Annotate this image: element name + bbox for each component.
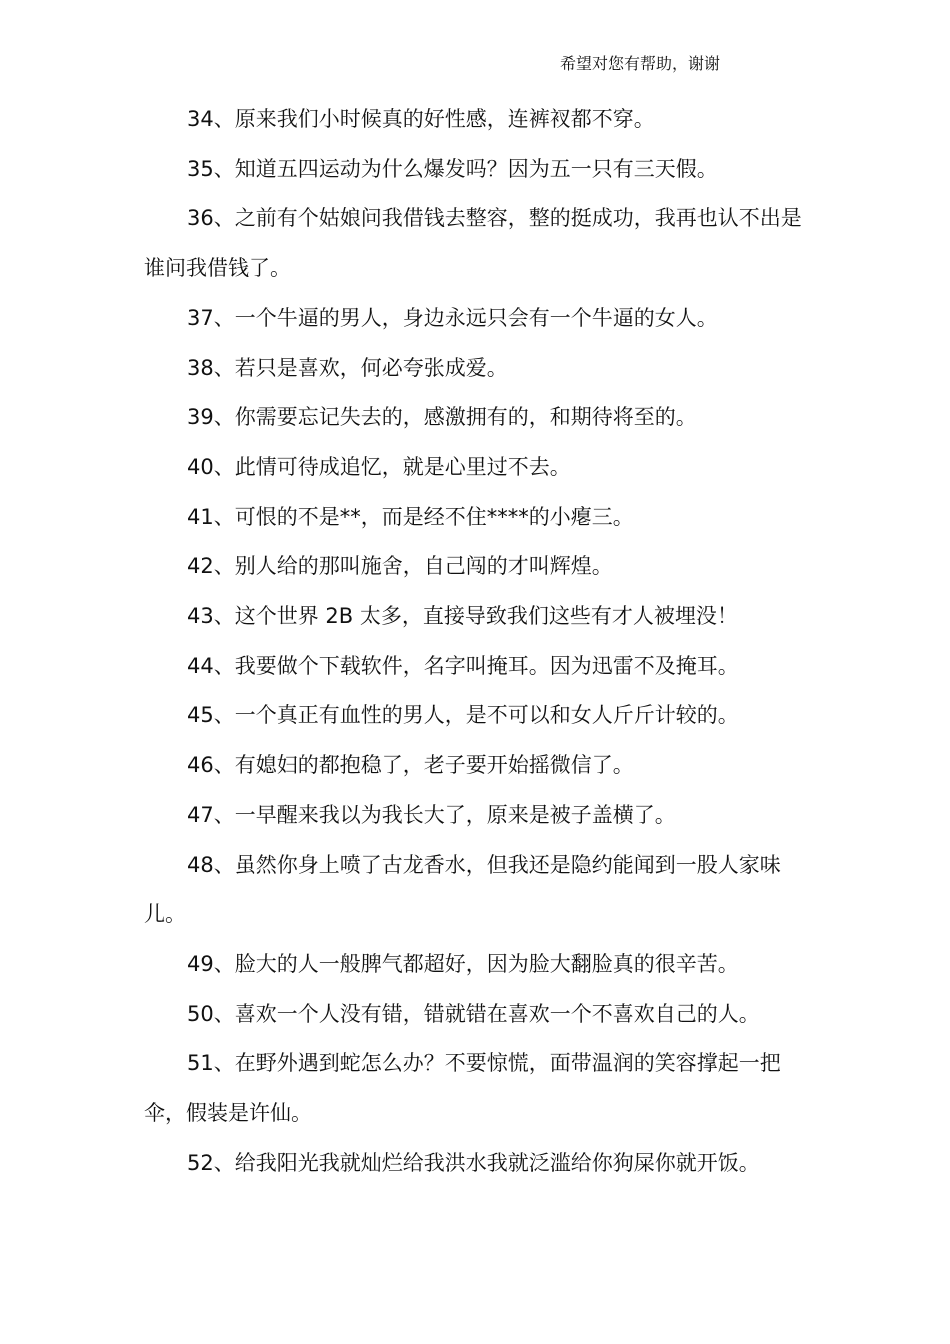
list-item: 48、虽然你身上喷了古龙香水，但我还是隐约能闻到一股人家味儿。 — [144, 852, 781, 927]
list-item: 51、在野外遇到蛇怎么办？不要惊慌，面带温润的笑容撑起一把伞，假装是许仙。 — [144, 1051, 781, 1126]
list-item: 39、你需要忘记失去的，感激拥有的，和期待将至的。 — [187, 405, 697, 430]
list-item: 45、一个真正有血性的男人，是不可以和女人斤斤计较的。 — [187, 703, 739, 728]
list-item: 35、知道五四运动为什么爆发吗？因为五一只有三天假。 — [187, 156, 718, 181]
list-item: 50、喜欢一个人没有错，错就错在喜欢一个不喜欢自己的人。 — [187, 1001, 760, 1026]
list-item: 37、一个牛逼的男人，身边永远只会有一个牛逼的女人。 — [187, 305, 718, 330]
list-item: 42、别人给的那叫施舍，自己闯的才叫辉煌。 — [187, 554, 613, 579]
list-item: 34、原来我们小时候真的好性感，连裤衩都不穿。 — [187, 107, 655, 131]
list-item: 40、此情可待成追忆，就是心里过不去。 — [187, 454, 571, 479]
content-body — [144, 95, 808, 1188]
list-item: 49、脸大的人一般脾气都超好，因为脸大翻脸真的很辛苦。 — [187, 951, 739, 976]
header-note: 希望对您有帮助，谢谢 — [560, 54, 721, 73]
list-item: 41、可恨的不是**，而是经不住****的小瘪三。 — [187, 504, 634, 529]
list-item: 44、我要做个下载软件，名字叫掩耳。因为迅雷不及掩耳。 — [187, 653, 739, 678]
list-item: 47、一早醒来我以为我长大了，原来是被子盖横了。 — [187, 802, 676, 827]
list-item: 36、之前有个姑娘问我借钱去整容，整的挺成功，我再也认不出是谁问我借钱了。 — [144, 206, 802, 281]
list-item: 38、若只是喜欢，何必夸张成爱。 — [187, 355, 508, 380]
list-item: 46、有媳妇的都抱稳了，老子要开始摇微信了。 — [187, 753, 634, 778]
list-item: 52、给我阳光我就灿烂给我洪水我就泛滥给你狗屎你就开饭。 — [187, 1150, 760, 1175]
list-item: 43、这个世界 2B 太多，直接导致我们这些有才人被埋没！ — [187, 604, 738, 629]
